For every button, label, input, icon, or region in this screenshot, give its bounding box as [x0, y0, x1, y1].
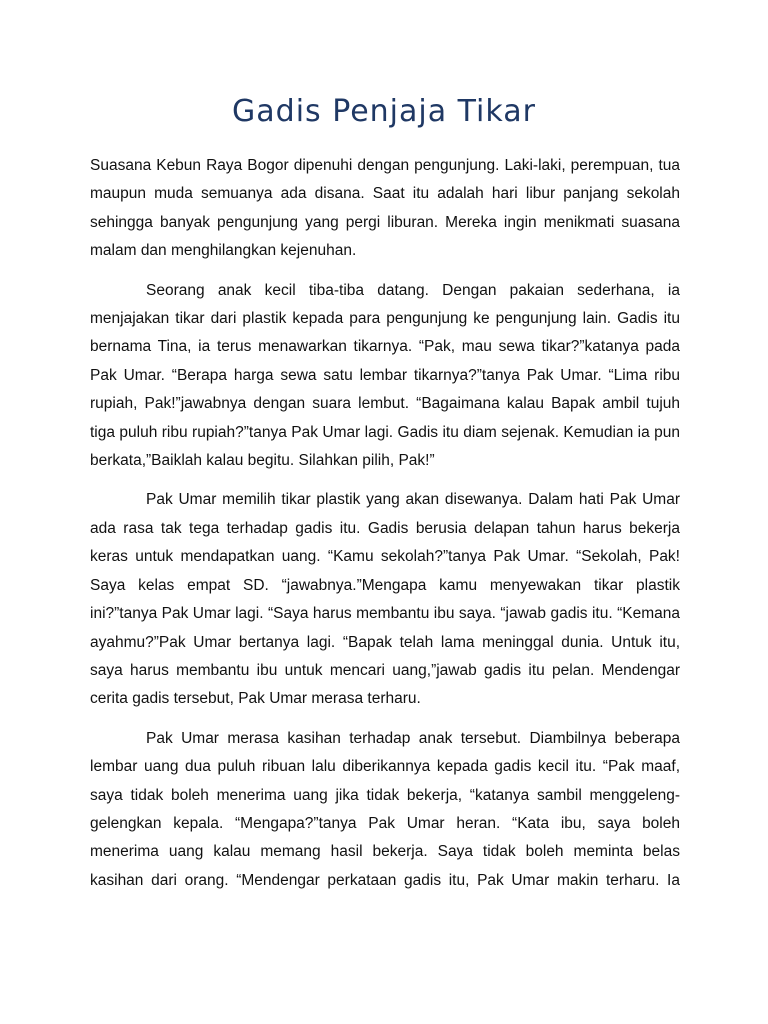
story-body [90, 152, 680, 895]
paragraph-2: Seorang anak kecil tiba-tiba datang. Dengan pakaian sederhana, ia menjajakan tikar dari plastik kepada para pengunjung ke pengunjung lain. Gadis itu bernama Tina, ia terus menawarkan tikarnya. “Pak, mau sewa tikar?”katanya pada Pak Umar. “Berapa harga sewa satu lembar tikarnya?”tanya Pak Umar. “Lima ribu rupiah, Pak!”jawabnya dengan suara lembut. “Bagaimana kalau Bapak ambil tujuh tiga puluh ribu rupiah?”tanya Pak Umar lagi. Gadis itu diam sejenak. Kemudian ia pun berkata,”Baiklah kalau begitu. Silahkan pilih, Pak!” [90, 281, 680, 470]
page-title: Gadis Penjaja Tikar [232, 94, 536, 129]
paragraph-3: Pak Umar memilih tikar plastik yang akan disewanya. Dalam hati Pak Umar ada rasa tak tega terhadap gadis itu. Gadis berusia delapan tahun harus bekerja keras untuk mendapatkan uang. “Kamu sekolah?”tanya Pak Umar. “Sekolah, Pak! Saya kelas empat SD. “jawabnya.”Mengapa kamu menyewakan tikar plastik ini?”tanya Pak Umar lagi. “Saya harus membantu ibu saya. “jawab gadis itu. “Kemana ayahmu?”Pak Umar bertanya lagi. “Bapak telah lama meninggal dunia. Untuk itu, saya harus membantu ibu untuk mencari uang,”jawab gadis itu pelan. Mendengar cerita gadis tersebut, Pak Umar merasa terharu. [90, 491, 680, 708]
paragraph-4: Pak Umar merasa kasihan terhadap anak tersebut. Diambilnya beberapa lembar uang dua puluh ribuan lalu diberikannya kepada gadis kecil itu. “Pak maaf, saya tidak boleh menerima uang jika tidak bekerja, “katanya sambil menggeleng-gelengkan kepala. “Mengapa?”tanya Pak Umar heran. “Kata ibu, saya boleh menerima uang kalau memang hasil bekerja. Saya tidak boleh meminta belas kasihan dari orang. “Mendengar perkataan gadis itu, Pak Umar makin terharu. Ia [90, 729, 680, 889]
paragraph-1: Suasana Kebun Raya Bogor dipenuhi dengan pengunjung. Laki-laki, perempuan, tua maupun muda semuanya ada disana. Saat itu adalah hari libur panjang sekolah sehingga banyak pengunjung yang pergi liburan. Mereka ingin menikmati suasana malam dan menghilangkan kejenuhan. [90, 157, 680, 260]
